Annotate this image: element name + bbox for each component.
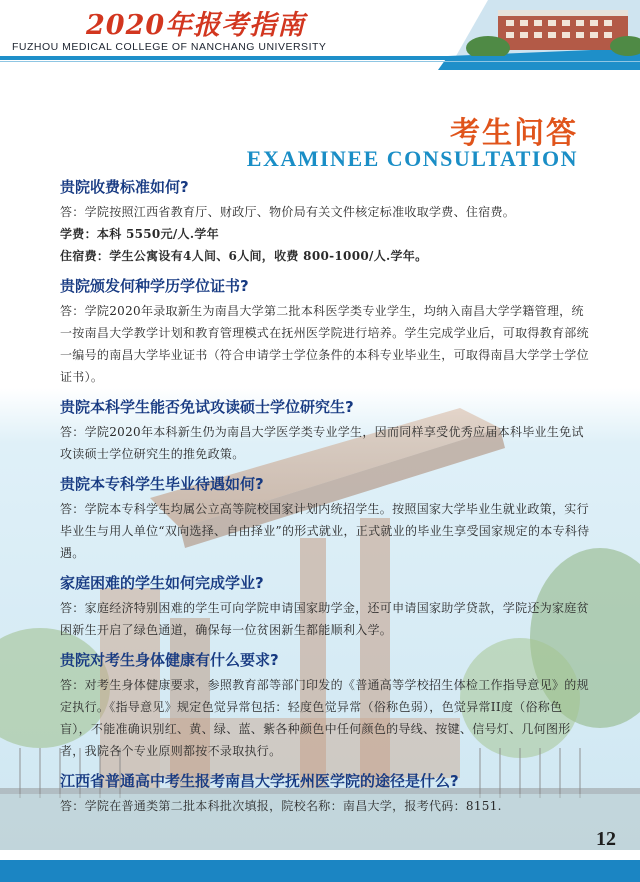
qa-list	[60, 176, 592, 825]
footer-band	[0, 860, 640, 882]
answer-application: 答：学院在普通类第二批本科批次填报，院校名称：南昌大学，报考代码：8151.	[60, 799, 502, 813]
guide-title: 2020年报考指南	[86, 10, 306, 41]
answer-fees: 答：学院按照江西省教育厅、财政厅、物价局有关文件核定标准收取学费、住宿费。 学费：本科 5550元/人.学年 住宿费：学生公寓设有4人间、6人间，收费 800-1000/人.学年。	[60, 205, 516, 263]
question-postgraduate: 贵院本科学生能否免试攻读硕士学位研究生?	[60, 398, 354, 416]
question-certificates: 贵院颁发何种学历学位证书?	[60, 277, 249, 295]
answer-health: 答：对考生身体健康要求，参照教育部等部门印发的《普通高等学校招生体检工作指导意见》的规定执行。《指导意见》规定色觉异常包括：轻度色觉异常（俗称色弱），色觉异常II度（俗称色盲），不能准确识别红、黄、绿、蓝、紫各种颜色中任何颜色的导线、按键、信号灯、几何图形者，我院各个专业原则都按不录取执行。	[60, 678, 589, 758]
college-name-en: FUZHOU MEDICAL COLLEGE OF NANCHANG UNIVERSITY	[12, 41, 327, 53]
page-number: 12	[596, 828, 616, 850]
question-employment: 贵院本专科学生毕业待遇如何?	[60, 475, 264, 493]
question-financial-aid: 家庭困难的学生如何完成学业?	[60, 574, 264, 592]
question-health: 贵院对考生身体健康有什么要求?	[60, 651, 279, 669]
section-title-en: EXAMINEE CONSULTATION	[246, 146, 578, 171]
header-divider-thin	[0, 61, 640, 62]
question-application: 江西省普通高中考生报考南昌大学抚州医学院的途径是什么?	[60, 772, 459, 790]
answer-certificates: 答：学院2020年录取新生为南昌大学第二批本科医学类专业学生，均纳入南昌大学学籍管理，统一按南昌大学教学计划和教育管理模式在抚州医学院进行培养。学生完成学业后，可取得教育部统一编号的南昌大学毕业证书（符合申请学士学位条件的本科专业毕业生，可取得南昌大学学士学位证书）。	[60, 304, 589, 384]
answer-employment: 答：学院本专科学生均属公立高等院校国家计划内统招学生。按照国家大学毕业生就业政策，实行毕业生与用人单位“双向选择、自由择业”的形式就业，正式就业的毕业生享受国家规定的本专科待遇。	[60, 502, 590, 560]
answer-financial-aid: 答：家庭经济特别困难的学生可向学院申请国家助学金，还可申请国家助学贷款，学院还为家庭贫困新生开启了绿色通道，确保每一位贫困新生都能顺利入学。	[60, 601, 589, 637]
question-fees: 贵院收费标准如何?	[60, 178, 189, 196]
section-title-cn: 考生问答	[450, 116, 578, 151]
header-divider	[0, 56, 640, 60]
answer-postgraduate: 答：学院2020年本科新生仍为南昌大学医学类专业学生，因而同样享受优秀应届本科毕业生免试攻读硕士学位研究生的推免政策。	[60, 425, 584, 461]
page-header	[0, 0, 640, 70]
